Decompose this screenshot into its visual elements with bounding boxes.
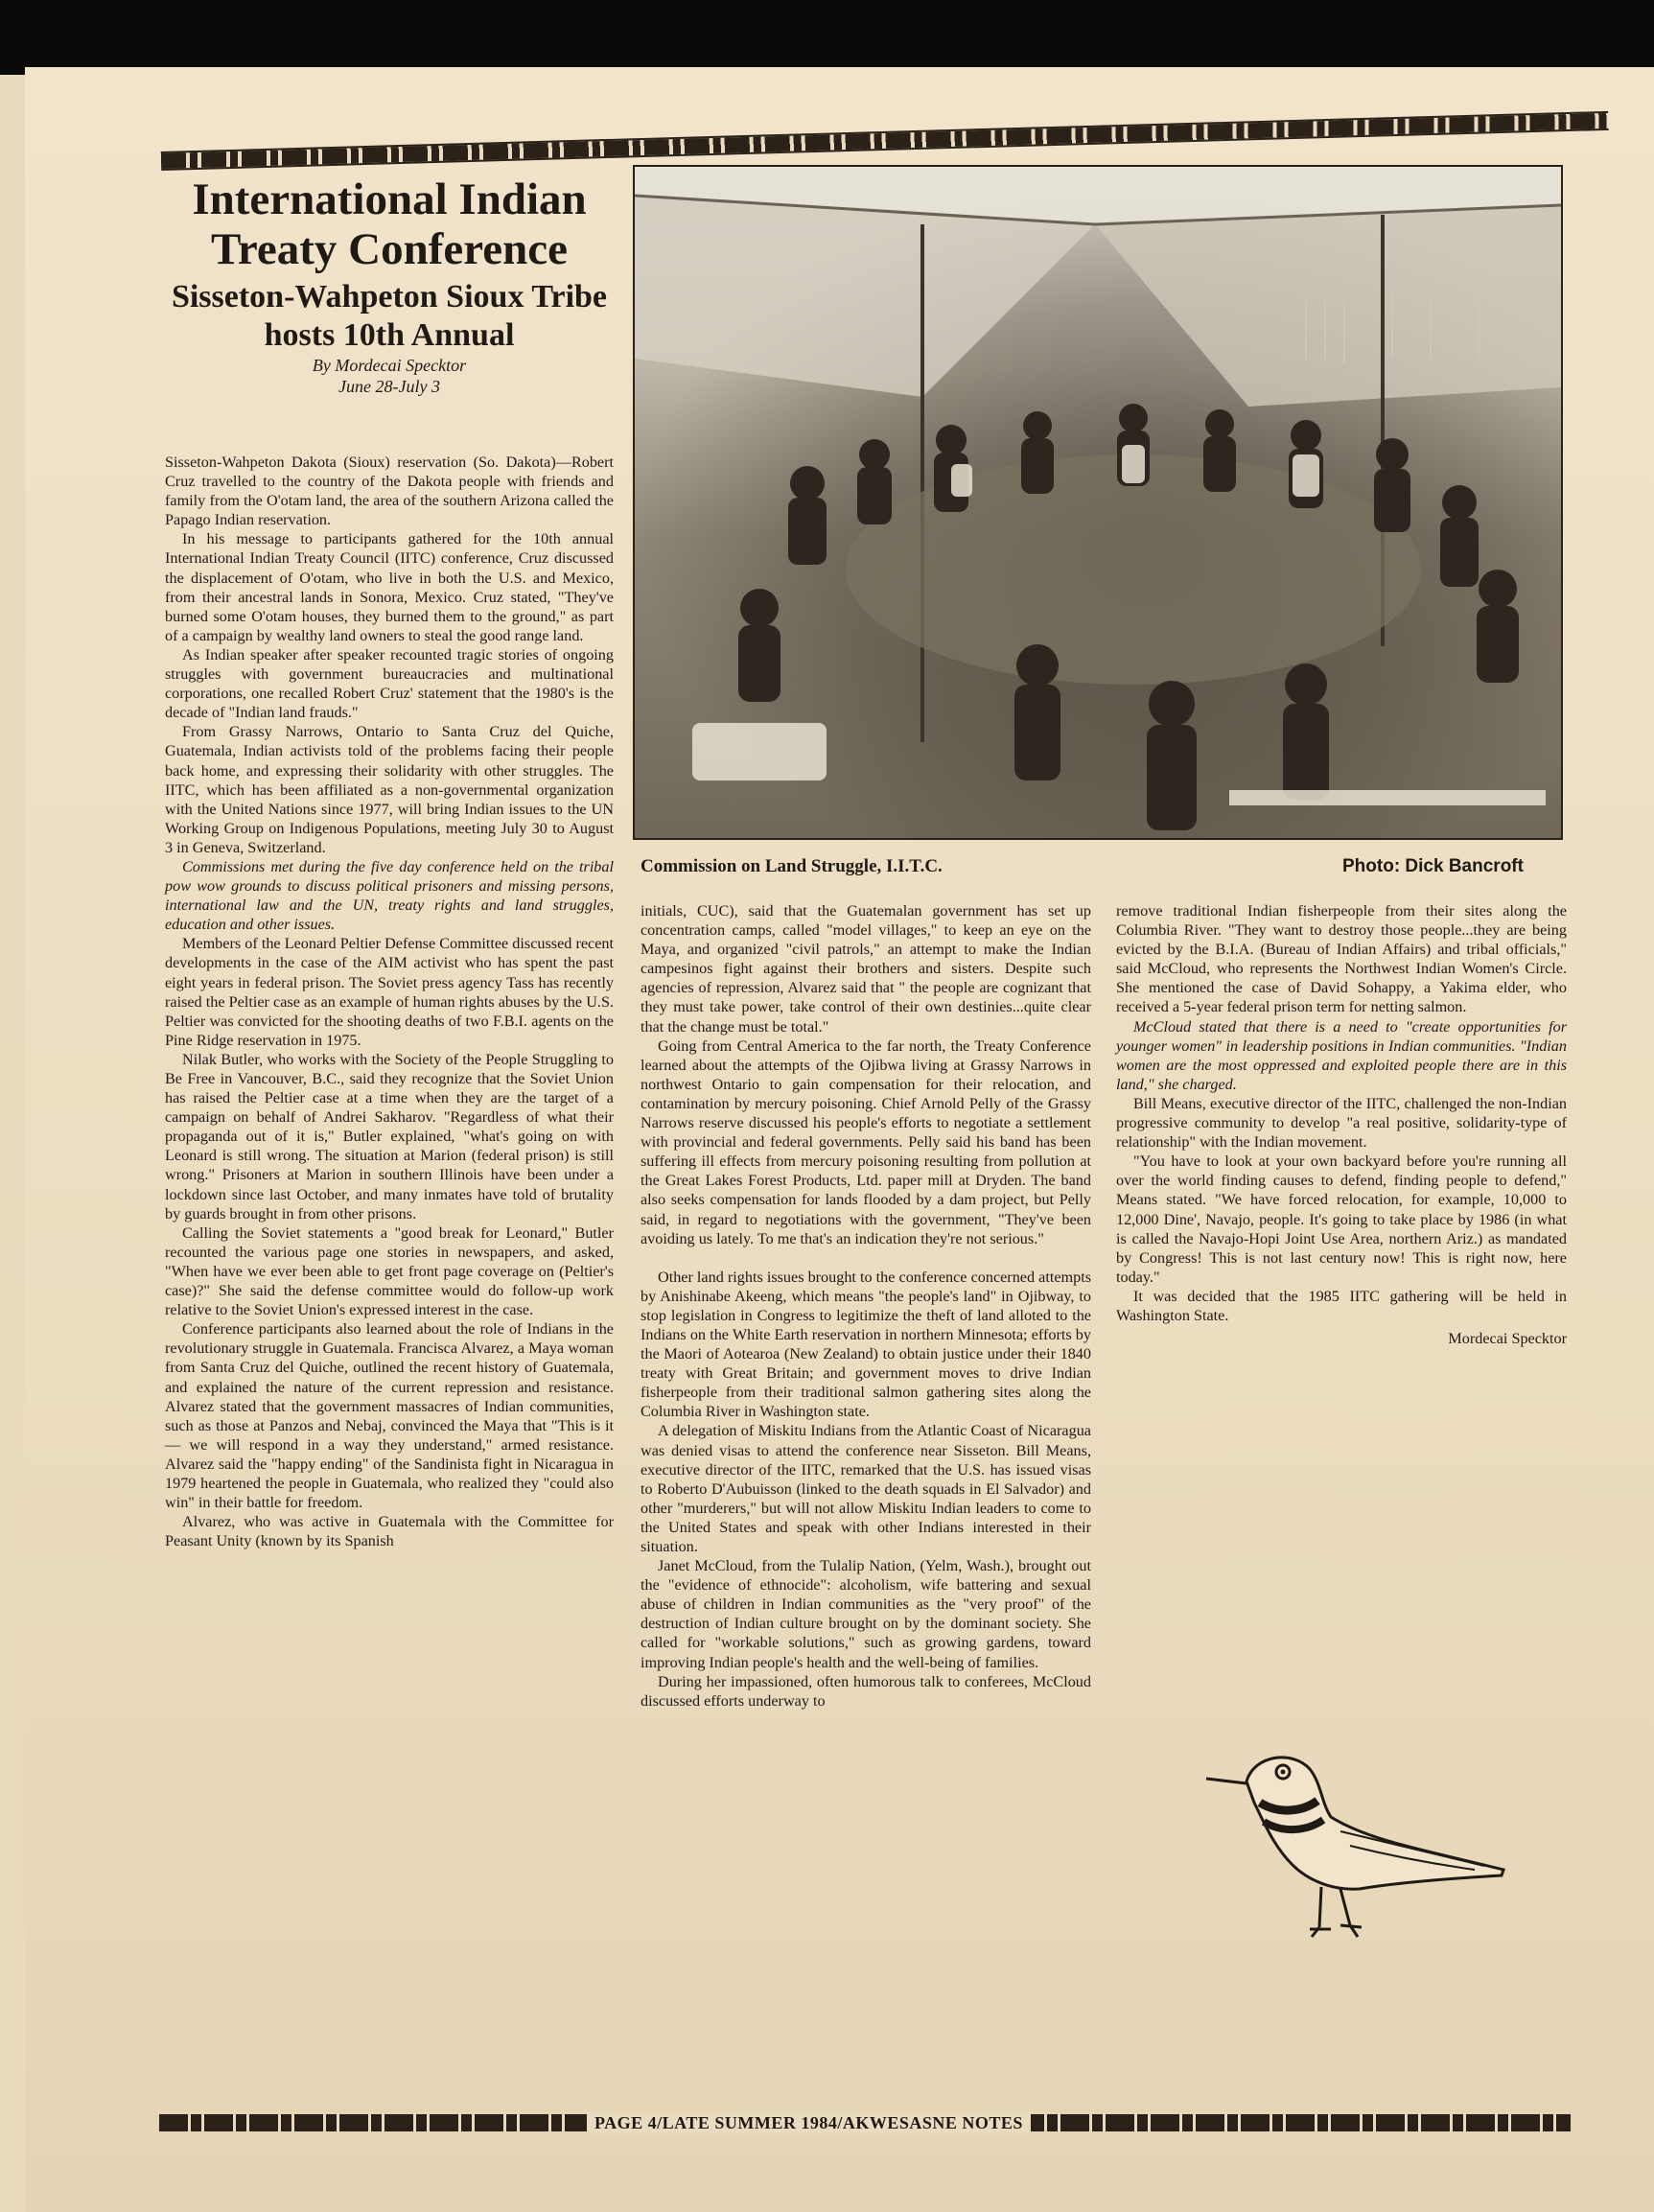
paragraph: Alvarez, who was active in Guatemala with the Committee for Peasant Unity (known by its Spanish (165, 1513, 614, 1550)
paragraph: Commissions met during the five day conference held on the tribal pow wow grounds to discuss political prisoners and missing persons, international law and the UN, treaty rights and land struggles, education and other issues. (165, 857, 614, 934)
paragraph: Janet McCloud, from the Tulalip Nation, (Yelm, Wash.), brought out the "evidence of ethnocide": alcoholism, wife battering and sexual abuse of children in Indian communities as the "very proof" of the destruction of Indian culture brought on by the dominant society. She called for "workable solutions," such as growing gardens, toward improving Indian people's health and the well-being of families. (641, 1557, 1091, 1671)
paragraph: From Grassy Narrows, Ontario to Santa Cruz del Quiche, Guatemala, Indian activists told of the problems facing their people back home, and expressing their solidarity with other struggles. The IITC, which has been affiliated as a non-governmental organization with the United Nations since 1977, will bring Indian issues to the UN Working Group on Indigenous Populations, meeting July 30 to August 3 in Geneva, Switzerland. (165, 723, 614, 856)
paragraph: As Indian speaker after speaker recounted tragic stories of ongoing struggles with government bureaucracies and multinational corporations, one recalled Robert Cruz' statement that the 1980's is the decade of "Indian land frauds." (165, 645, 614, 722)
paragraph: Other land rights issues brought to the conference concerned attempts by Anishinabe Akeeng, which means "the people's land" in Ojibway, to stop legislation in Congress to legitimize the theft of land alloted to the Indians on the White Earth reservation in northern Minnesota; efforts by the Maori of Aotearoa (New Zealand) to obtain justice under their 1840 treaty with Great Britain; and government moves to drive Indian fisherpeople from their traditional salmon gathering sites along the Columbia River in Washington state. (641, 1268, 1091, 1421)
headline-block (161, 175, 617, 397)
paragraph: Nilak Butler, who works with the Society of the People Struggling to Be Free in Vancouver, B.C., said they recognize that the Soviet Union has raised the Peltier case at a time when they are the target of a campaign on behalf of Andrei Sakharov. "Regardless of what their propaganda out of it is," Butler explained, "what's going on with Leonard is still wrong. The situation at Marion (federal prison) is still wrong." Prisoners at Marion in southern Illinois have been under a lockdown since last October, and many inmates have told of brutality by guards brought in from other prisons. (165, 1050, 614, 1222)
scan-top-edge (0, 0, 1654, 75)
paragraph: Members of the Leonard Peltier Defense Committee discussed recent developments in the case of the AIM activist who has spent the past eight years in federal prison. The Soviet press agency Tass has recently raised the Peltier case as an example of human rights abuses by the U.S. Peltier was convicted for the shooting deaths of two F.B.I. agents on the Pine Ridge reservation in 1975. (165, 935, 614, 1049)
paragraph: In his message to participants gathered for the 10th annual International Indian Treaty Council (IITC) conference, Cruz discussed the displacement of O'otam, who live in both the U.S. and Mexico, from their ancestral lands in Sonora, Mexico. Cruz stated, "They've burned some O'otam houses, they burned them to the ground," as part of a campaign by wealthy land owners to steal the good range land. (165, 530, 614, 644)
paragraph: Bill Means, executive director of the IITC, challenged the non-Indian progressive community to develop "a real positive, solidarity-type of relationship" with the Indian movement. (1116, 1094, 1567, 1152)
paragraph: "You have to look at your own backyard before you're running all over the world finding causes to defend, finding people to defend," Means stated. "We have forced relocation, for example, 10,000 to 12,000 Dine', Navajo, people. It's going to take place by 1986 (in what is called the Navajo-Hopi Joint Use Area, northern Ariz.) as mandated by Congress! This is not last century now! This is right now, here today." (1116, 1153, 1567, 1286)
paragraph: A delegation of Miskitu Indians from the Atlantic Coast of Nicaragua was denied visas to attend the conference near Sisseton. Bill Means, executive director of the IITC, remarked that the U.S. has issued visas to Roberto D'Aubuisson (linked to the death squads in El Salvador) and other "murderers," but will not allow Miskitu Indian leaders to come to the United States and speak with other Indians interested in their situation. (641, 1422, 1091, 1555)
dateline: June 28-July 3 (338, 377, 440, 396)
photo-credit: Photo: Dick Bancroft (1342, 856, 1524, 876)
paragraph: Sisseton-Wahpeton Dakota (Sioux) reservation (So. Dakota)—Robert Cruz travelled to the country of the Dakota people with friends and family from the O'otam land, the area of the southern Arizona called the Papago Indian reservation. (165, 454, 614, 529)
article-column-2 (641, 901, 1091, 1711)
photo-caption: Commission on Land Struggle, I.I.T.C. (641, 856, 943, 876)
paragraph: remove traditional Indian fisherpeople from their sites along the Columbia River. "They want to destroy those people...they are being evicted by the B.I.A. (Bureau of Indian Affairs) and tribal officials," said McCloud, who represents the Northwest Indian Women's Circle. She mentioned the case of David Sohappy, a Yakima elder, who received a 5-year federal prison term for netting salmon. (1116, 902, 1567, 1016)
article-title: International Indian Treaty Conference (192, 175, 587, 274)
signature: Mordecai Specktor (1448, 1330, 1567, 1348)
byline: By Mordecai Specktor (312, 356, 467, 375)
photo-illustration (635, 167, 1561, 838)
killdeer-bird-illustration (1197, 1726, 1513, 1946)
article-subtitle: Sisseton-Wahpeton Sioux Tribe hosts 10th Annual (171, 279, 608, 353)
paragraph: initials, CUC), said that the Guatemalan government has set up concentration camps, called "model villages," to keep an eye on the Maya, and organized "civil patrols," an attempt to make the Indian campesinos fight against their brothers and sisters. Despite such agencies of repression, Alvarez said that " the people are cognizant that they must take power, take control of their own destinies...quite clear that the change must be total." (641, 902, 1091, 1036)
paragraph: Conference participants also learned about the role of Indians in the revolutionary struggle in Guatemala. Francisca Alvarez, a Maya woman from Santa Cruz del Quiche, outlined the recent history of Guatemala, and explained the nature of the current repression and resistance. Alvarez stated that the government massacres of Indian communities, such as those at Panzos and Nebaj, convinced the Maya that "This is it— we will respond in a way they understand," armed resistance. Alvarez said the "happy ending" of the Sandinista fight in Nicaragua in 1979 heartened the people in Guatemala, who realized they "could also win" in their battle for freedom. (165, 1320, 614, 1512)
article-column-3 (1116, 901, 1567, 1348)
article-column-1 (165, 453, 614, 1550)
paragraph: Calling the Soviet statements a "good break for Leonard," Butler recounted the various page one stories in newspapers, and asked, "When have we ever been able to get front page coverage on (Peltier's case)?" She said the defense committee would do follow-up work relative to the Soviet Union's expressed interest in the case. (165, 1223, 614, 1319)
paragraph: It was decided that the 1985 IITC gathering will be held in Washington State. (1116, 1287, 1567, 1324)
paragraph: During her impassioned, often humorous talk to conferees, McCloud discussed efforts underway to (641, 1672, 1091, 1710)
paragraph: McCloud stated that there is a need to "create opportunities for younger women" in leadership positions in Indian communities. "Indian women are the most oppressed and exploited people there are in this land," she charged. (1116, 1017, 1567, 1093)
conference-photo (633, 165, 1563, 840)
paragraph: Going from Central America to the far north, the Treaty Conference learned about the attempts of the Ojibwa living at Grassy Narrows in northwest Ontario to gain compensation for their relocation, and contamination by mercury poisoning. Chief Arnold Pelly of the Grassy Narrows reserve discussed his people's efforts to negotiate a settlement with provincial and federal governments. Pelly said his band has been suffering ill effects from mercury poisoning resulting from pollution at the Great Lakes Forest Products, Ltd. paper mill at Dryden. The band also seeks compensation for lands flooded by a dam project, but Pelly said, in regard to negotiations with the government, "They've been avoiding us lately. To me that's an indication they're not serious." (641, 1036, 1091, 1247)
page-footer: PAGE 4/LATE SUMMER 1984/AKWESASNE NOTES (587, 2112, 1031, 2133)
